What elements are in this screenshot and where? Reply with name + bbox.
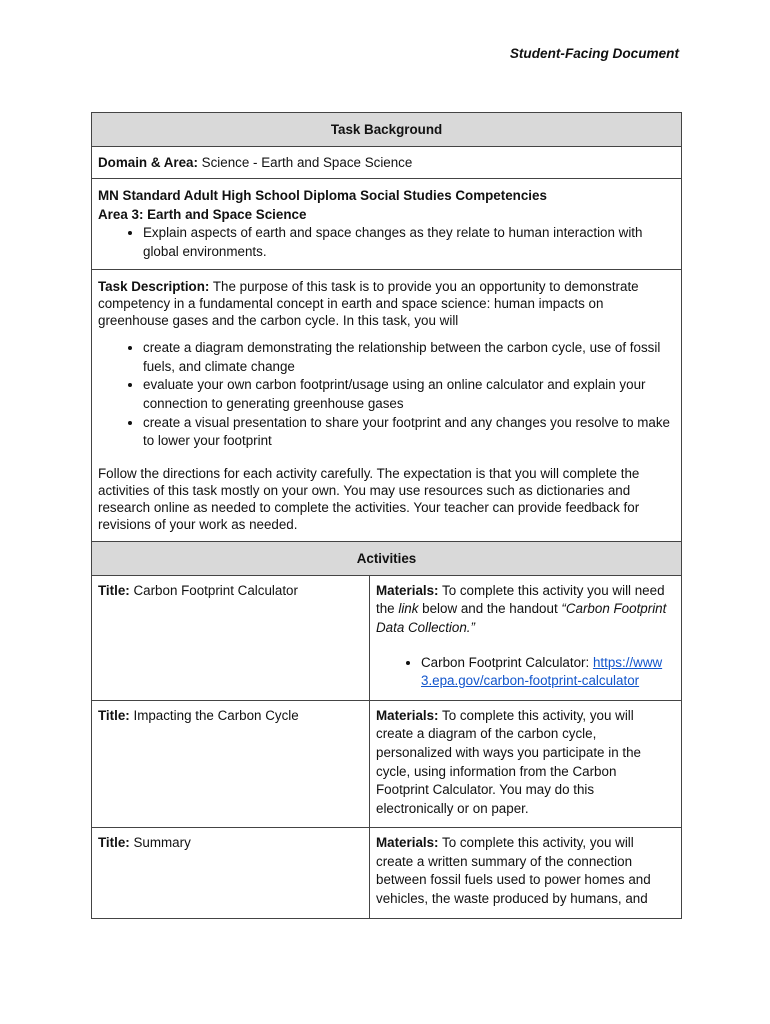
domain-cell [92,147,682,179]
materials-label: Materials: [376,582,439,598]
description-cell [92,270,682,542]
description-text: The purpose of this task is to provide you an opportunity to demonstrate competency in a fundamental concept in earth and space science: human impacts on greenhouse gases and the carbon cycle. In this task, you will [98,279,639,329]
materials-bullet-list [376,654,671,691]
materials-label: Materials: [376,835,439,851]
materials-text: To complete this activity, you will create a diagram of the carbon cycle, personalized with ways you participate in the cycle, using information from the Carbon Footprint Calculator. You may do this electronically or on paper. [376,707,641,816]
description-label: Task Description: [98,279,210,295]
activity-materials-cell [370,700,682,828]
materials-text: To complete this activity, you will create a written summary of the connection between fossil fuels used to power homes and vehicles, the waste produced by humans, and [376,835,651,907]
activity-materials-cell [370,575,682,700]
activity-materials-cell [370,828,682,918]
description-row [92,270,682,542]
description-bullet: • create a visual presentation to share your footprint and any changes you resolve to make to lower your footprint [143,414,675,451]
follow-directions-text: Follow the directions for each activity carefully. The expectation is that you will complete the activities of this task mostly on your own. You may use resources such as dictionaries and research online as needed to complete the activities. Your teacher can provide feedback for revisions of your work as needed. [98,465,640,532]
domain-row [92,147,682,179]
standard-row [92,179,682,270]
domain-label: Domain & Area: [98,155,198,170]
description-bullet: • evaluate your own carbon footprint/usage using an online calculator and explain your connection to generating greenhouse gases [143,376,675,413]
title-label: Title: [98,707,130,723]
materials-label: Materials: [376,707,439,723]
task-table [91,112,682,919]
activity-title-cell [92,828,370,918]
activities-heading: Activities [92,541,682,575]
task-background-heading: Task Background [92,113,682,147]
domain-value: Science - Earth and Space Science [197,155,413,170]
activity-title: Impacting the Carbon Cycle [129,707,299,723]
description-bullet-list [98,339,675,451]
title-label: Title: [98,835,130,851]
area-title: Area 3: Earth and Space Science [98,207,307,222]
calculator-label: Carbon Footprint Calculator: [421,654,590,670]
task-description [98,278,675,329]
activity-title-cell [92,700,370,828]
materials-handout-name: “Carbon Footprint Data Collection.” [376,601,667,635]
standard-title: MN Standard Adult High School Diploma Social Studies Competencies [98,188,547,203]
description-bullet: • create a diagram demonstrating the relationship between the carbon cycle, use of fossil fuels, and climate change [143,339,675,376]
document-header: Student-Facing Document [509,46,679,61]
task-background-header-row [92,113,682,147]
activity-row [92,575,682,700]
materials-bullet [421,654,671,691]
materials-text-mid: below and the handout [418,601,562,617]
activity-title-cell [92,575,370,700]
activities-header-row [92,541,682,575]
area-bullet: • Explain aspects of earth and space changes as they relate to human interaction with global environments. [143,224,675,261]
activity-row [92,828,682,918]
materials-link-word: link [398,601,419,617]
activity-row [92,700,682,828]
materials-text: To complete this activity you will need the [376,582,665,617]
title-label: Title: [98,582,130,598]
carbon-calculator-link[interactable]: https://www3.epa.gov/carbon-footprint-calculator [421,654,663,689]
activity-title: Summary [129,835,191,851]
activity-title: Carbon Footprint Calculator [129,582,298,598]
area-bullet-list [98,224,675,261]
standard-cell [92,179,682,270]
